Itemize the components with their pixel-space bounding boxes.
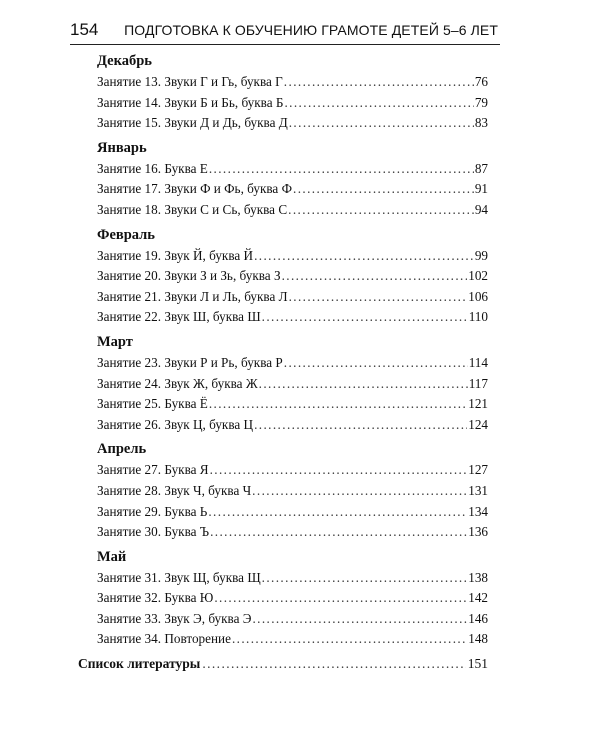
toc-entry-label: Занятие 22. Звук Ш, буква Ш [97,309,261,325]
table-of-contents [78,50,488,675]
dot-leader [284,72,474,93]
section-title: Февраль [97,226,155,243]
toc-entry-label: Занятие 23. Звуки Р и Рь, буква Р [97,354,283,370]
dot-leader [254,246,474,267]
section-title: Январь [97,139,147,156]
toc-entry-label: Занятие 18. Звуки С и Сь, буква С [97,201,288,217]
dot-leader [289,287,468,308]
toc-entry [97,179,488,200]
dot-leader [214,588,467,609]
section-title: Март [97,333,133,350]
toc-entry-label: Занятие 24. Звук Ж, буква Ж [97,375,258,391]
toc-section [78,438,488,542]
section-title: Май [97,548,127,565]
toc-entry [97,609,488,630]
dot-leader [252,609,467,630]
toc-entry-label: Занятие 30. Буква Ъ [97,524,210,540]
toc-section [78,50,488,134]
toc-entry-page: 79 [474,94,488,110]
dot-leader [208,502,467,523]
page-header [70,18,498,42]
section-title: Апрель [97,441,147,458]
toc-entry-label: Занятие 26. Звук Ц, буква Ц [97,416,254,432]
toc-entry [97,200,488,221]
toc-entry-page: 87 [474,160,488,176]
dot-leader [284,353,468,374]
toc-entry-label: Занятие 32. Буква Ю [97,590,214,606]
dot-leader [252,481,467,502]
toc-entry-label: Занятие 33. Звук Э, буква Э [97,610,252,626]
toc-entry [97,353,488,374]
dot-leader [282,266,468,287]
toc-entry [97,374,488,395]
toc-section [78,331,488,435]
toc-entry-label: Занятие 14. Звуки Б и Бь, буква Б [97,94,284,110]
toc-entry [97,93,488,114]
toc-entry [97,266,488,287]
toc-entry-page: 83 [474,115,488,131]
toc-entry [97,72,488,93]
toc-entry-page: 136 [468,524,488,540]
toc-section [78,137,488,221]
toc-entry [97,246,488,267]
toc-entry-page: 94 [474,201,488,217]
dot-leader [288,200,474,221]
toc-entry [97,460,488,481]
toc-entry [97,307,488,328]
toc-entry-label: Занятие 17. Звуки Ф и Фь, буква Ф [97,181,292,197]
toc-entry-label: Занятие 34. Повторение [97,631,231,647]
dot-leader [262,307,468,328]
toc-entry-page: 124 [468,416,488,432]
toc-entry-page: 102 [468,268,488,284]
toc-entry-label: Занятие 15. Звуки Д и Дь, буква Д [97,115,288,131]
toc-section [78,546,488,650]
toc-entry [97,502,488,523]
dot-leader [293,179,474,200]
toc-entry-label: Занятие 27. Буква Я [97,462,209,478]
toc-entry [97,568,488,589]
toc-entry-page: 110 [468,309,488,325]
references-label: Список литературы [78,656,201,672]
toc-entry [97,481,488,502]
toc-entry [97,287,488,308]
toc-entry-label: Занятие 19. Звук Й, буква Й [97,247,254,263]
page-number: 154 [70,20,99,39]
toc-entry-label: Занятие 31. Звук Щ, буква Щ [97,569,261,585]
toc-entry-label: Занятие 25. Буква Ё [97,396,208,412]
dot-leader [209,394,467,415]
toc-section [78,224,488,328]
toc-entry [97,415,488,436]
dot-leader [259,374,468,395]
dot-leader [210,522,467,543]
toc-entry [97,629,488,650]
toc-entry-page: 99 [474,247,488,263]
toc-entry-page: 142 [468,590,488,606]
toc-entry-page: 138 [468,569,488,585]
toc-entry-page: 131 [468,482,488,498]
toc-entry-label: Занятие 28. Звук Ч, буква Ч [97,482,252,498]
section-title: Декабрь [97,53,152,69]
dot-leader [209,159,474,180]
toc-entry-page: 106 [468,288,488,304]
toc-entry-page: 127 [468,462,488,478]
dot-leader [289,113,474,134]
toc-entry-page: 117 [468,375,488,391]
references-page: 151 [467,656,488,672]
running-title: ПОДГОТОВКА К ОБУЧЕНИЮ ГРАМОТЕ ДЕТЕЙ 5–6 ЛЕТ [124,22,498,38]
toc-entry-label: Занятие 21. Звуки Л и Ль, буква Л [97,288,288,304]
toc-entry-page: 121 [468,396,488,412]
toc-entry [97,588,488,609]
toc-entry-label: Занятие 16. Буква Е [97,160,208,176]
dot-leader [262,568,468,589]
toc-entry [97,394,488,415]
toc-entry [97,113,488,134]
dot-leader [254,415,467,436]
toc-entry-page: 134 [468,503,488,519]
toc-entry-page: 146 [468,610,488,626]
toc-entry-page: 148 [468,631,488,647]
toc-entry-label: Занятие 29. Буква Ь [97,503,208,519]
header-divider [70,44,500,45]
dot-leader [210,460,468,481]
toc-entry-label: Занятие 20. Звуки З и Зь, буква З [97,268,281,284]
toc-entry [97,159,488,180]
toc-entry-page: 114 [468,354,488,370]
toc-entry-label: Занятие 13. Звуки Г и Гь, буква Г [97,74,283,89]
dot-leader [202,653,465,675]
toc-entry-references [78,653,488,675]
toc-entry-page: 91 [474,181,488,197]
toc-entry-page: 76 [474,74,488,89]
dot-leader [284,93,473,114]
toc-entry [97,522,488,543]
dot-leader [232,629,467,650]
